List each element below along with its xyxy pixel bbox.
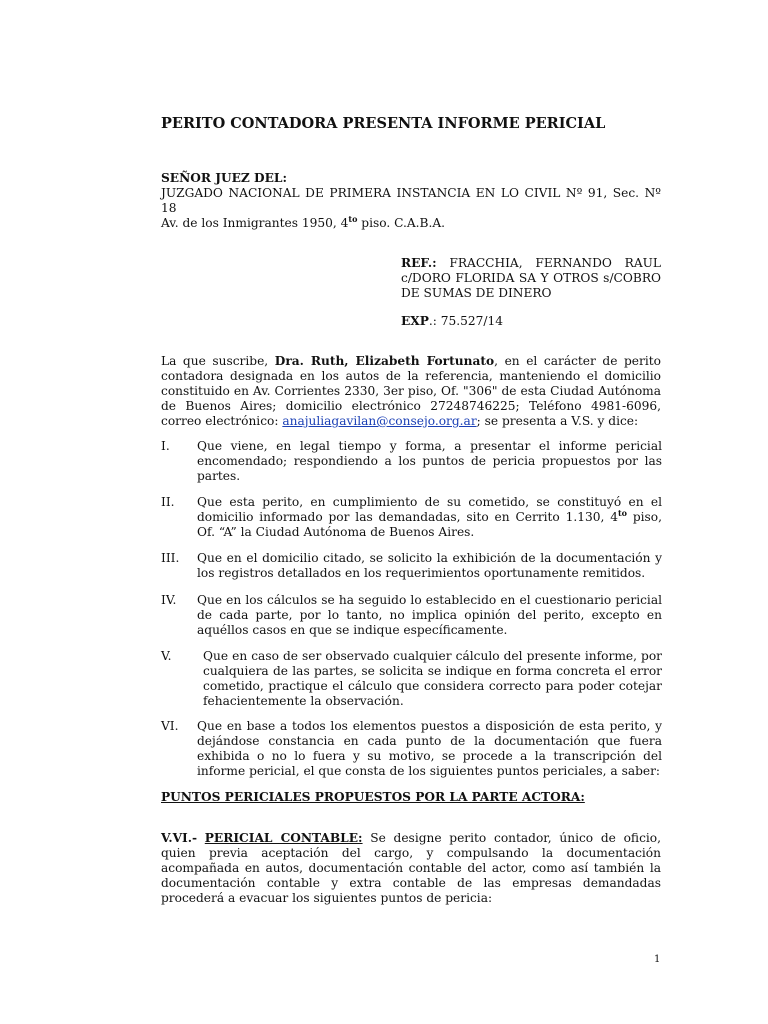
item-text: Que esta perito, en cumplimiento de su cometido, se constituyó en el domicilio informado por las demandadas, sito en Cerrito 1.130, $4^{to}$ piso, Of. “A” la Ciudad Autónoma de Buenos Aires. bbox=[197, 495, 662, 539]
case-reference: REF.: FRACCHIA, FERNANDO RAUL c/DORO FLORIDA SA Y OTROS s/COBRO DE SUMAS DE DINERO bbox=[401, 256, 661, 300]
item-text: Que en el domicilio citado, se solicito la exhibición de la documentación y los registros detallados en los requerimientos oportunamente remitidos. bbox=[197, 551, 662, 580]
document-title: PERITO CONTADORA PRESENTA INFORME PERICIAL bbox=[161, 115, 606, 132]
item-number: IV. bbox=[161, 593, 177, 607]
item-text: Que en los cálculos se ha seguido lo establecido en el cuestionario pericial de cada parte, por lo tanto, no implica opinión del perito, excepto en aquéllos casos en que se indique específicamente. bbox=[197, 593, 662, 637]
court-name: JUZGADO NACIONAL DE PRIMERA INSTANCIA EN LO CIVIL Nº 91, Sec. Nº 18 bbox=[161, 186, 661, 215]
item-text: Que en base a todos los elementos puestos a disposición de esta perito, y dejándose constancia en cada punto de la documentación que fuera exhibida o no lo fuera y su motivo, se procede a la transcripción del informe pericial, el que consta de los siguientes puntos periciales, a saber: bbox=[197, 719, 662, 778]
item-number: II. bbox=[161, 495, 175, 509]
item-number: VI. bbox=[161, 719, 179, 733]
pericial-contable-paragraph: V.VI.- PERICIAL CONTABLE: Se designe perito contador, único de oficio, quien previa aceptación del cargo, y compulsando la documentación acompañada en autos, documentación contable del actor, como así también la documentación contable y extra contable de las empresas demandadas procederá a evacuar los siguientes puntos de pericia: bbox=[161, 831, 661, 905]
item-number: V. bbox=[161, 649, 172, 663]
page-number: 1 bbox=[654, 954, 661, 965]
item-number: III. bbox=[161, 551, 180, 565]
item-text: Que en caso de ser observado cualquier cálculo del presente informe, por cualquiera de las partes, se solicita se indique en forma concreta el error cometido, practique el cálculo que considera correcto para poder cotejar fehacientemente la observación. bbox=[203, 649, 662, 708]
intro-paragraph: La que suscribe, Dra. Ruth, Elizabeth Fortunato, en el carácter de perito contadora designada en los autos de la referencia, manteniendo el domicilio constituido en Av. Corrientes 2330, 3er piso, Of. "306" de esta Ciudad Autónoma de Buenos Aires; domicilio electrónico 27248746225; Teléfono 4981-6096, correo electrónico: anajuliagavilan@consejo.org.ar; se presenta a V.S. y dice: bbox=[161, 354, 661, 428]
salutation: SEÑOR JUEZ DEL: bbox=[161, 171, 287, 185]
item-text: Que viene, en legal tiempo y forma, a presentar el informe pericial encomendado; respondiendo a los puntos de pericia propuestos por las partes. bbox=[197, 439, 662, 483]
email-link[interactable]: anajuliagavilan@consejo.org.ar bbox=[282, 414, 477, 428]
section-heading: PUNTOS PERICIALES PROPUESTOS POR LA PARTE ACTORA: bbox=[161, 790, 585, 804]
item-number: I. bbox=[161, 439, 170, 453]
court-address: Av. de los Inmigrantes 1950, $4^{to}$ piso. C.A.B.A. bbox=[161, 213, 446, 230]
case-file-number: EXP.: 75.527/14 bbox=[401, 314, 504, 328]
